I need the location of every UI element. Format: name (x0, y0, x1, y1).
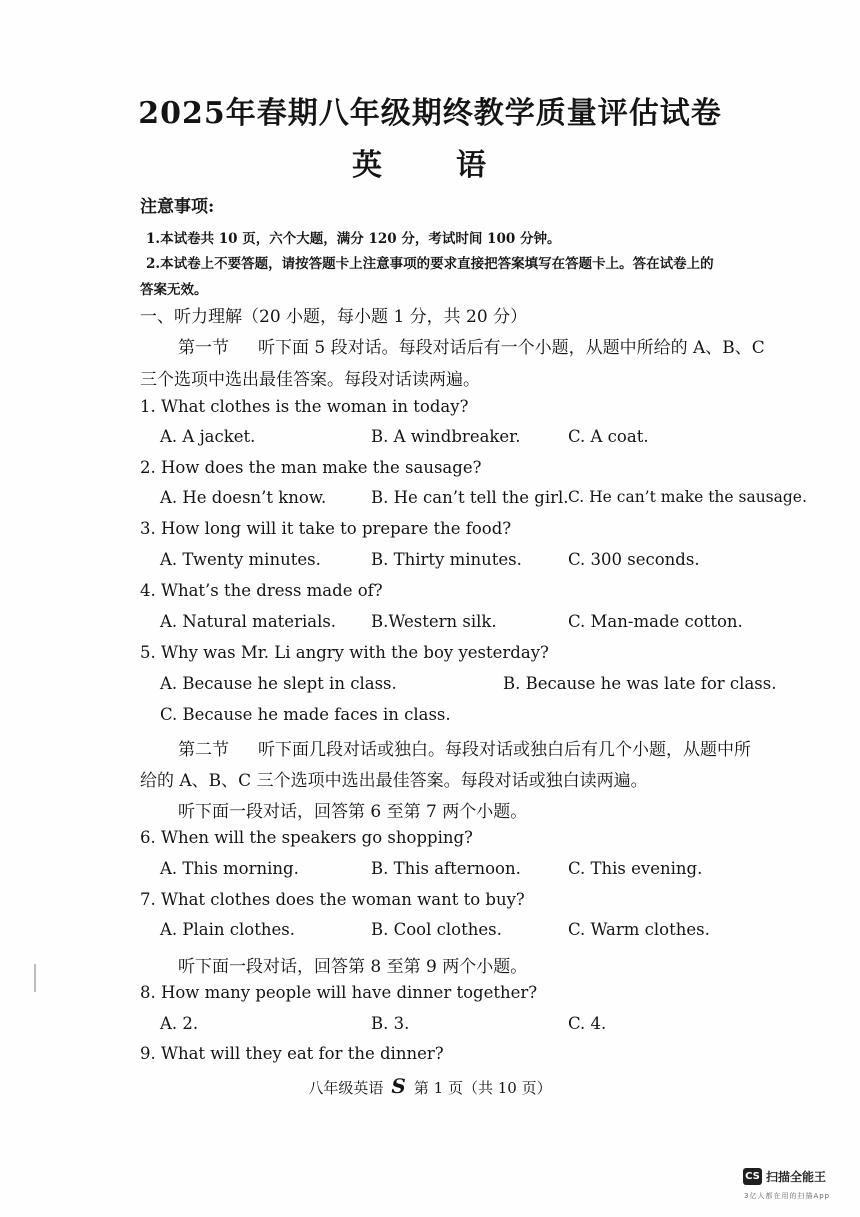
part1-instruction-cont: 三个选项中选出最佳答案。每段对话读两遍。 (140, 370, 480, 390)
notice-item-2: 2.本试卷上不要答题，请按答题卡上注意事项的要求直接把答案填写在答题卡上。答在试卷上的 (146, 256, 714, 272)
q5-option-c: C. Because he made faces in class. (160, 705, 451, 724)
subject-title: 英 语 (352, 148, 508, 183)
q8-option-b: B. 3. (371, 1014, 410, 1033)
question-2: 2. How does the man make the sausage? (140, 458, 482, 477)
part1-instruction: 听下面 5 段对话。每段对话后有一个小题，从题中所给的 A、B、C (258, 338, 765, 358)
q8-option-a: A. 2. (160, 1014, 199, 1033)
scan-margin-mark (34, 964, 36, 992)
dialogue-note-1: 听下面一段对话，回答第 6 至第 7 两个小题。 (178, 802, 528, 822)
notice-item-1: 1.本试卷共 10 页，六个大题，满分 120 分，考试时间 100 分钟。 (146, 231, 561, 247)
footer-page-number: 第 1 页（共 10 页） (413, 1079, 552, 1097)
question-4: 4. What’s the dress made of? (140, 581, 383, 600)
q5-option-b: B. Because he was late for class. (503, 674, 777, 693)
question-1: 1. What clothes is the woman in today? (140, 397, 469, 416)
q1-option-b: B. A windbreaker. (371, 427, 521, 446)
question-3: 3. How long will it take to prepare the food? (140, 519, 512, 538)
q4-option-c: C. Man-made cotton. (568, 612, 743, 631)
dialogue-note-2: 听下面一段对话，回答第 8 至第 9 两个小题。 (178, 957, 528, 977)
q4-option-b: B.Western silk. (371, 612, 497, 631)
q6-option-b: B. This afternoon. (371, 859, 521, 878)
q7-option-b: B. Cool clothes. (371, 920, 502, 939)
q1-option-c: C. A coat. (568, 427, 649, 446)
q2-option-b: B. He can’t tell the girl. (371, 488, 569, 507)
q3-option-b: B. Thirty minutes. (371, 550, 522, 569)
q3-option-c: C. 300 seconds. (568, 550, 700, 569)
q7-option-c: C. Warm clothes. (568, 920, 710, 939)
notice-item-2-cont: 答案无效。 (140, 282, 208, 298)
part2-label: 第二节 (178, 740, 229, 760)
q3-option-a: A. Twenty minutes. (160, 550, 321, 569)
question-6: 6. When will the speakers go shopping? (140, 828, 473, 847)
scanner-app-name: 扫描全能王 (766, 1170, 827, 1184)
q1-option-a: A. A jacket. (160, 427, 256, 446)
camscanner-logo-icon: CS (743, 1168, 762, 1185)
q7-option-a: A. Plain clothes. (160, 920, 295, 939)
q5-option-a: A. Because he slept in class. (160, 674, 397, 693)
part2-instruction: 听下面几段对话或独白。每段对话或独白后有几个小题，从题中所 (258, 740, 751, 760)
page-footer (0, 1074, 860, 1098)
question-8: 8. How many people will have dinner together? (140, 983, 538, 1002)
scanner-tagline: 3亿人都在用的扫描App (744, 1192, 831, 1200)
q2-option-a: A. He doesn’t know. (160, 488, 327, 507)
question-7: 7. What clothes does the woman want to buy? (140, 890, 525, 909)
q4-option-a: A. Natural materials. (160, 612, 337, 631)
q2-option-c: C. He can’t make the sausage. (568, 488, 807, 506)
scanner-watermark (743, 1168, 826, 1185)
question-5: 5. Why was Mr. Li angry with the boy yesterday? (140, 643, 549, 662)
page-title: 2025年春期八年级期终教学质量评估试卷 (138, 96, 722, 131)
footer-mark: S (391, 1074, 406, 1098)
section-title: 一、听力理解（20 小题，每小题 1 分，共 20 分） (140, 307, 528, 327)
part1-label: 第一节 (178, 338, 229, 358)
q6-option-a: A. This morning. (160, 859, 299, 878)
part2-instruction-cont: 给的 A、B、C 三个选项中选出最佳答案。每段对话或独白读两遍。 (140, 771, 648, 791)
notice-heading: 注意事项: (140, 197, 215, 217)
q8-option-c: C. 4. (568, 1014, 607, 1033)
q6-option-c: C. This evening. (568, 859, 703, 878)
footer-subject: 八年级英语 (308, 1079, 384, 1097)
question-9: 9. What will they eat for the dinner? (140, 1044, 444, 1063)
